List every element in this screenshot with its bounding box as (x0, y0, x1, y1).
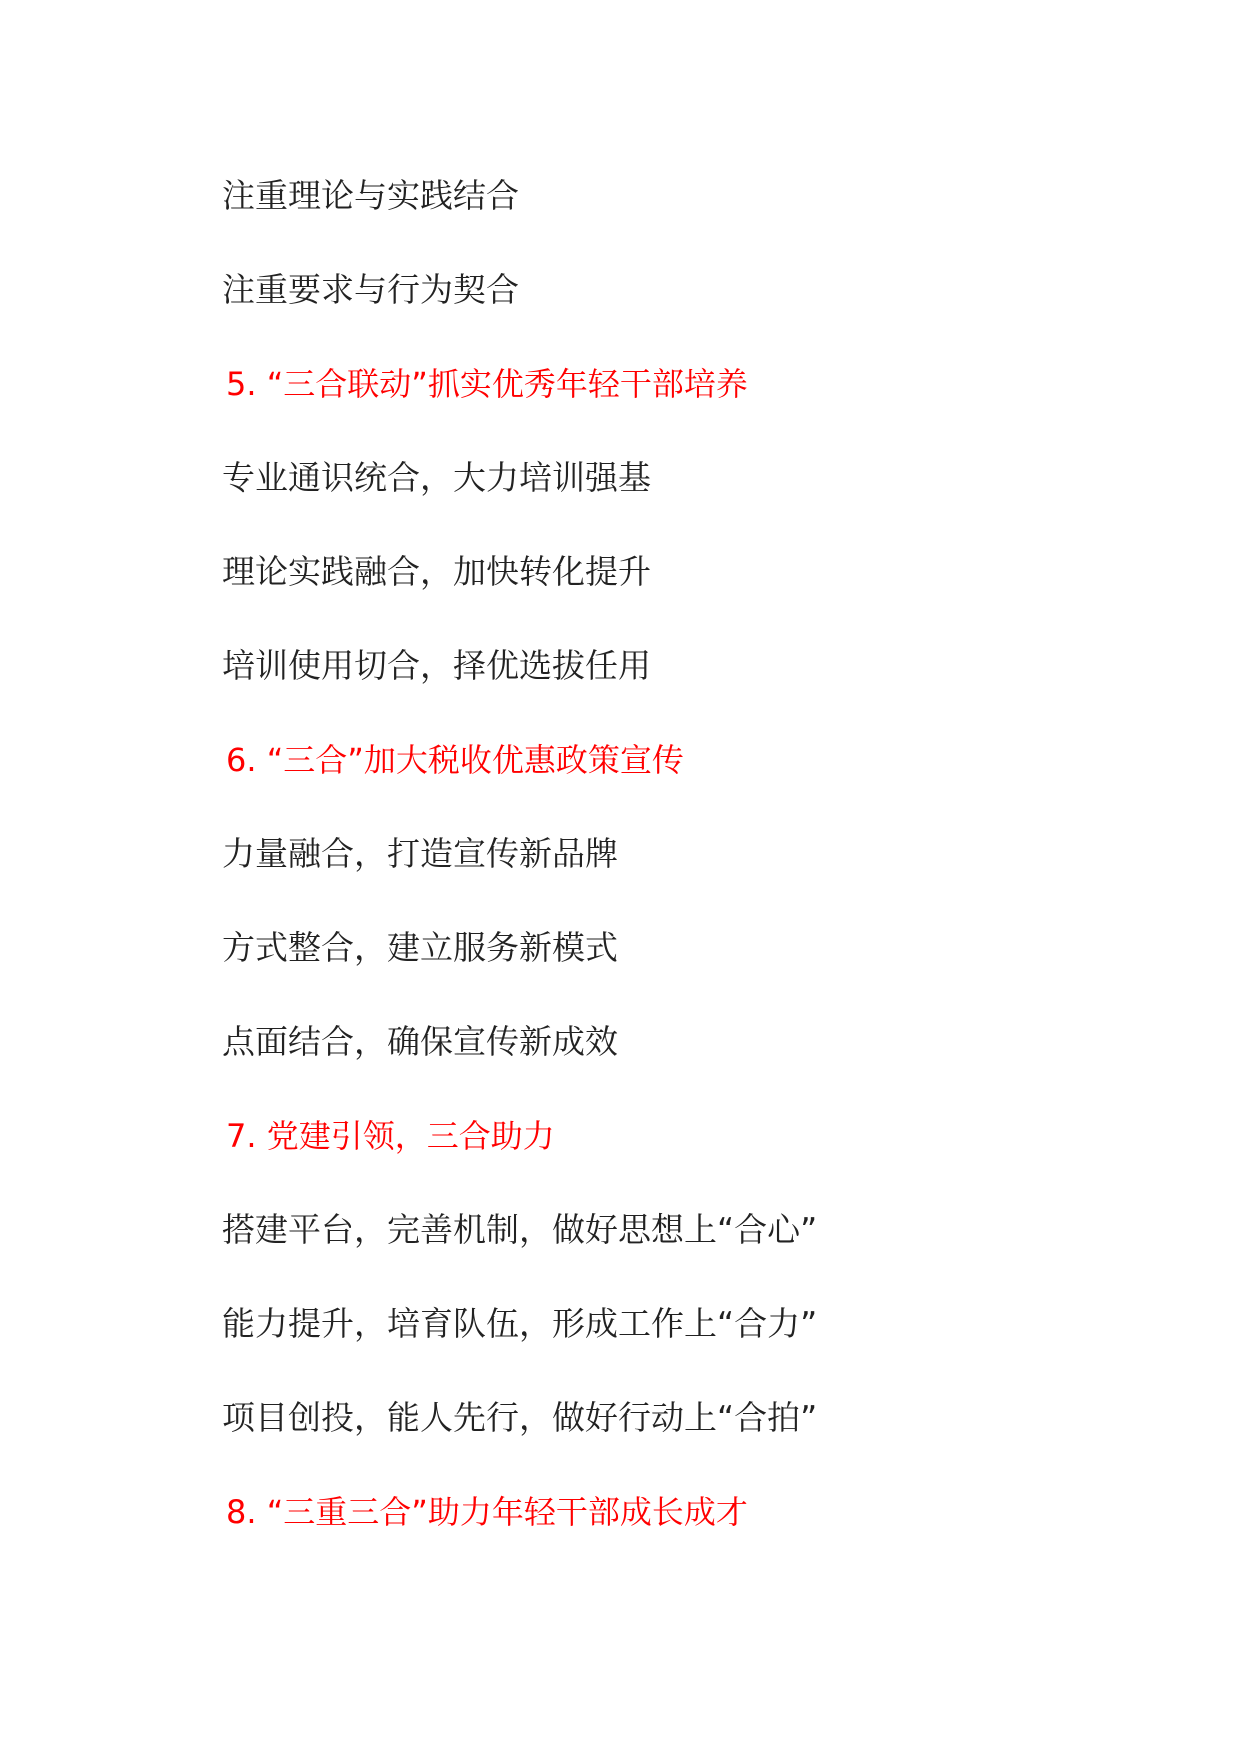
body-line: 能力提升，培育队伍，形成工作上“合力” (222, 1304, 818, 1343)
body-line: 专业通识统合，大力培训强基 (222, 458, 651, 497)
body-line: 方式整合，建立服务新模式 (222, 928, 618, 967)
body-line: 项目创投，能人先行，做好行动上“合拍” (222, 1398, 818, 1437)
body-line: 搭建平台，完善机制，做好思想上“合心” (222, 1210, 818, 1249)
section-heading: 6. “三合”加大税收优惠政策宣传 (226, 741, 684, 779)
document-text-lines (222, 160, 1142, 1570)
body-line: 注重理论与实践结合 (222, 176, 519, 215)
body-line: 培训使用切合，择优选拔任用 (222, 646, 651, 685)
section-heading: 5. “三合联动”抓实优秀年轻干部培养 (226, 365, 748, 403)
body-line: 理论实践融合，加快转化提升 (222, 552, 651, 591)
section-heading: 8. “三重三合”助力年轻干部成长成才 (226, 1493, 748, 1531)
section-heading: 7. 党建引领，三合助力 (226, 1117, 555, 1155)
body-line: 注重要求与行为契合 (222, 270, 519, 309)
body-line: 点面结合，确保宣传新成效 (222, 1022, 618, 1061)
body-line: 力量融合，打造宣传新品牌 (222, 834, 618, 873)
